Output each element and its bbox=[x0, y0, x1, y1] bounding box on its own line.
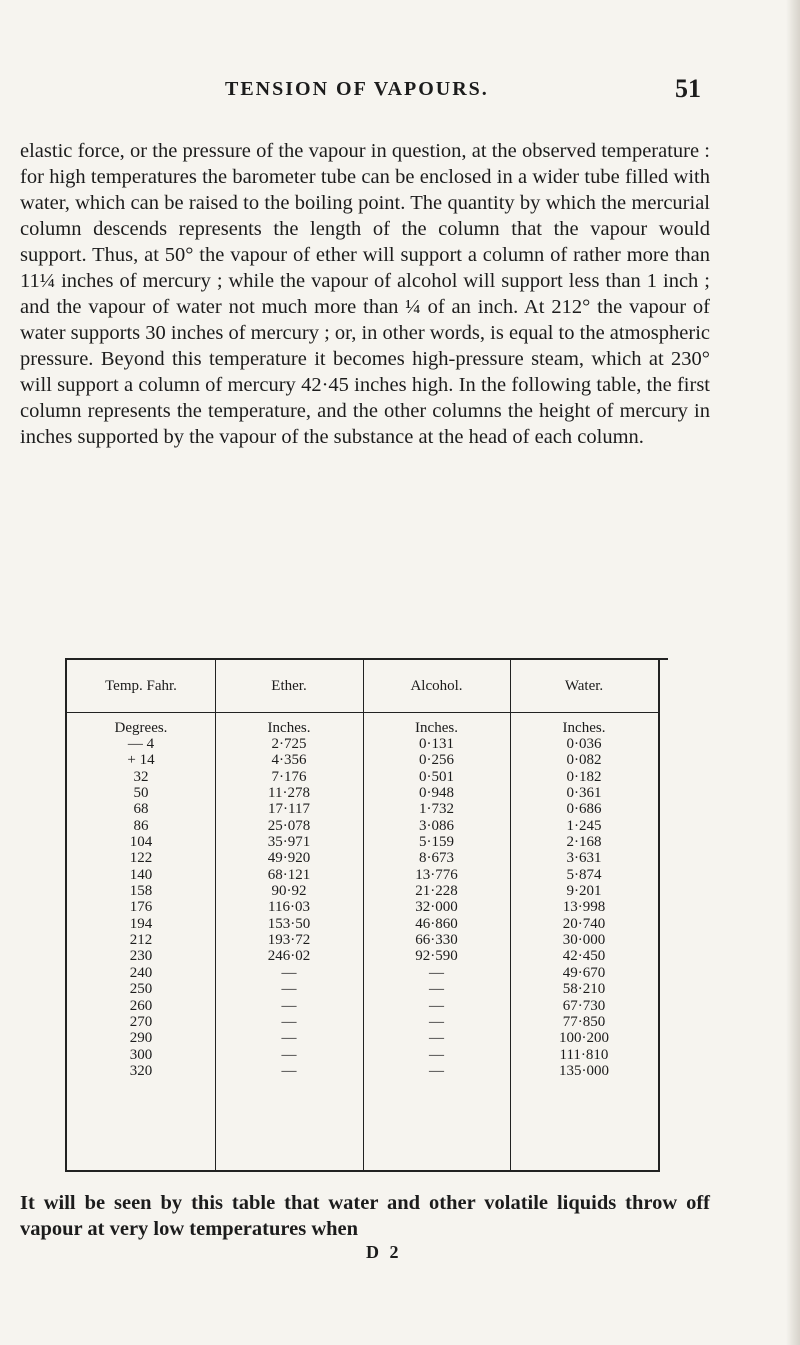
column-ether bbox=[215, 660, 363, 1170]
table-cell: 250 bbox=[129, 981, 153, 998]
table-cell: — bbox=[281, 997, 297, 1014]
table-cell: 3·631 bbox=[566, 850, 602, 867]
table-cell: 67·730 bbox=[562, 997, 606, 1014]
table-cell: 240 bbox=[129, 964, 153, 981]
table-cell: 92·590 bbox=[415, 948, 458, 965]
table-cell: 140 bbox=[129, 866, 153, 883]
table-cell: 4·356 bbox=[271, 752, 307, 769]
table-cell: 0·501 bbox=[419, 768, 454, 785]
column-unit-ether: Inches. bbox=[267, 720, 311, 736]
column-unit-alcohol: Inches. bbox=[415, 720, 458, 736]
table-cell: 50 bbox=[133, 785, 149, 802]
table-cell: 0·082 bbox=[566, 752, 602, 769]
table-cell: 0·036 bbox=[566, 736, 602, 752]
column-header-ether: Ether. bbox=[271, 678, 307, 694]
page-number: 51 bbox=[675, 74, 701, 103]
table-cell: 194 bbox=[129, 915, 153, 932]
table-cell: 290 bbox=[129, 1030, 153, 1047]
table-cell: 111·810 bbox=[559, 1046, 609, 1063]
table-cell: 9·201 bbox=[566, 883, 602, 900]
table-cell: 300 bbox=[129, 1046, 153, 1063]
column-water bbox=[510, 660, 658, 1170]
table-cell: 20·740 bbox=[562, 915, 606, 932]
table-cell: 68 bbox=[133, 801, 149, 818]
table-cell: 13·998 bbox=[562, 899, 606, 916]
column-unit-water: Inches. bbox=[562, 720, 606, 736]
table-cell: 86 bbox=[133, 817, 149, 834]
column-alcohol bbox=[363, 660, 510, 1170]
table-cell: 230 bbox=[129, 948, 153, 965]
table-cell: 90·92 bbox=[271, 883, 307, 900]
table-cell: 11·278 bbox=[268, 785, 310, 802]
table-cell: — bbox=[429, 964, 444, 981]
table-cell: — bbox=[429, 1013, 444, 1030]
table-cell: 13·776 bbox=[415, 866, 458, 883]
table-cell: 212 bbox=[129, 932, 153, 949]
table-cell: 153·50 bbox=[267, 915, 311, 932]
table-cell: 0·131 bbox=[419, 736, 454, 752]
column-header-water: Water. bbox=[564, 678, 604, 694]
table-cell: — bbox=[429, 997, 444, 1014]
table-cell: 32·000 bbox=[415, 899, 458, 916]
table-cell: 122 bbox=[129, 850, 153, 867]
column-values-ether bbox=[215, 736, 363, 1079]
table-cell: 7·176 bbox=[271, 768, 307, 785]
table-cell: 260 bbox=[129, 997, 153, 1014]
table-cell: — bbox=[429, 1062, 444, 1079]
table-cell: 1·732 bbox=[419, 801, 454, 818]
table-cell: 100·200 bbox=[559, 1030, 609, 1047]
table-cell: — bbox=[429, 981, 444, 998]
column-values-temperature bbox=[67, 736, 215, 1079]
table-cell: 32 bbox=[133, 768, 149, 785]
table-cell: 0·256 bbox=[419, 752, 454, 769]
table-cell: 0·361 bbox=[566, 785, 602, 802]
table-cell: 2·725 bbox=[271, 736, 307, 752]
vapour-tension-table bbox=[65, 658, 660, 1172]
table-cell: 0·948 bbox=[419, 785, 454, 802]
table-cell: 5·874 bbox=[566, 866, 602, 883]
table-cell: — 4 bbox=[127, 736, 155, 752]
table-cell: 30·000 bbox=[562, 932, 606, 949]
closing-paragraph: It will be seen by this table that water and other volatile liquids throw off vapour at very low temperatures when bbox=[20, 1192, 710, 1240]
table-cell: 2·168 bbox=[566, 834, 602, 851]
column-header-alcohol: Alcohol. bbox=[410, 678, 463, 694]
table-cell: 49·670 bbox=[562, 964, 606, 981]
table-cell: — bbox=[281, 981, 297, 998]
table-cell: 25·078 bbox=[267, 817, 311, 834]
table-cell: 21·228 bbox=[415, 883, 458, 900]
body-paragraph-block bbox=[20, 138, 710, 450]
column-unit-temperature: Degrees. bbox=[114, 720, 168, 736]
table-cell: 104 bbox=[129, 834, 153, 851]
column-values-water bbox=[510, 736, 658, 1079]
column-temperature bbox=[67, 660, 215, 1170]
table-cell: 1·245 bbox=[566, 817, 602, 834]
table-cell: + 14 bbox=[127, 752, 155, 769]
running-title: TENSION OF VAPOURS. bbox=[225, 78, 489, 100]
table-cell: — bbox=[429, 1046, 444, 1063]
table-cell: — bbox=[281, 1062, 297, 1079]
table-cell: — bbox=[281, 964, 297, 981]
table-cell: 77·850 bbox=[562, 1013, 606, 1030]
table-cell: 176 bbox=[129, 899, 153, 916]
table-cell: 193·72 bbox=[267, 932, 311, 949]
table-cell: 46·860 bbox=[415, 915, 458, 932]
table-cell: 270 bbox=[129, 1013, 153, 1030]
table-cell: 17·117 bbox=[268, 801, 310, 818]
table-cell: 0·182 bbox=[566, 768, 602, 785]
table-cell: — bbox=[429, 1030, 444, 1047]
table-cell: 158 bbox=[129, 883, 153, 900]
page-edge-shadow bbox=[786, 0, 800, 1345]
table-cell: 49·920 bbox=[267, 850, 311, 867]
table-cell: 135·000 bbox=[559, 1062, 609, 1079]
table-cell: 42·450 bbox=[562, 948, 606, 965]
table-cell: 320 bbox=[129, 1062, 153, 1079]
table-cell: — bbox=[281, 1013, 297, 1030]
table-cell: 66·330 bbox=[415, 932, 458, 949]
table-cell: 35·971 bbox=[267, 834, 311, 851]
signature-mark: D 2 bbox=[366, 1242, 402, 1262]
column-header-temperature: Temp. Fahr. bbox=[105, 678, 177, 694]
table-cell: — bbox=[281, 1046, 297, 1063]
body-paragraph: elastic force, or the pressure of the vapour in question, at the observed temperature : for high temperatures the barometer tube can be enclosed in a wider tube filled with water, which can be raised to the boiling point. The quantity by which the mercurial column descends represents the length of the column that the vapour would support. Thus, at 50° the vapour of ether will support a column of rather more than 11¼ inches of mercury ; while the vapour of alcohol will support less than 1 inch ; and the vapour of water not much more than ¼ of an inch. At 212° the vapour of water supports 30 inches of mercury ; or, in other words, is equal to the atmospheric pressure. Beyond this temperature it becomes high-pressure steam, which at 230° will support a column of mercury 42·45 inches high. In the following table, the first column represents the temperature, and the other columns the height of mercury in inches supported by the vapour of the substance at the head of each column. bbox=[20, 140, 710, 448]
table-cell: — bbox=[281, 1030, 297, 1047]
table-cell: 246·02 bbox=[267, 948, 311, 965]
table-cell: 58·210 bbox=[562, 981, 606, 998]
table-cell: 3·086 bbox=[419, 817, 454, 834]
table-cell: 5·159 bbox=[419, 834, 454, 851]
column-values-alcohol bbox=[363, 736, 510, 1079]
table-cell: 68·121 bbox=[267, 866, 311, 883]
table-cell: 8·673 bbox=[419, 850, 454, 867]
table-cell: 0·686 bbox=[566, 801, 602, 818]
table-cell: 116·03 bbox=[268, 899, 310, 916]
